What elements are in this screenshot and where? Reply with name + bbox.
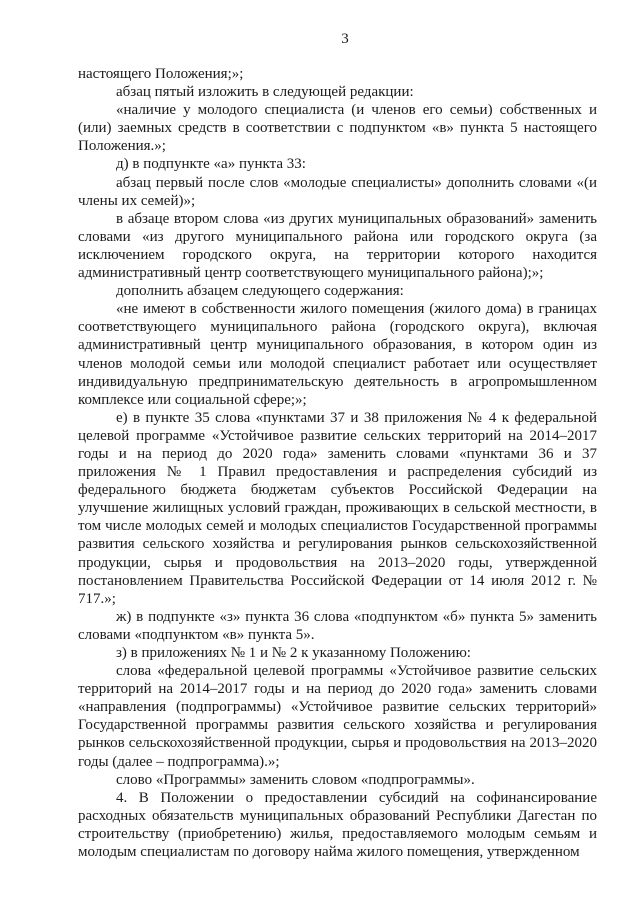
paragraph: абзац пятый изложить в следующей редакции: <box>116 84 414 101</box>
document-body <box>78 65 597 861</box>
paragraph: абзац первый после слов «молодые специалисты» дополнить словами «(и члены их семей)»; <box>78 174 597 209</box>
paragraph: е) в пункте 35 слова «пунктами 37 и 38 приложения № 4 к федеральной целевой программе «Устойчивое развитие сельских территорий на 2014–2017 годы и на период до 2020 года» заменить словами «пунктами 36 и 37 приложения № 1 Правил предоставления и распределения субсидий из федерального бюджета бюджетам субъектов Российской Федерации на улучшение жилищных условий граждан, проживающих в сельской местности, в том числе молодых семей и молодых специалистов Государственной программы развития сельского хозяйства и регулирования рынков сельскохозяйственной продукции, сырья и продовольствия на 2013–2020 годы, утвержденной постановлением Правительства Российской Федерации от 14 июля 2012 г. № 717.»; <box>78 409 597 607</box>
paragraph: настоящего Положения;»; <box>78 66 244 82</box>
paragraph: 4. В Положении о предоставлении субсидий на софинансирование расходных обязательств муниципальных образований Республики Дагестан по строительству (приобретению) жилья, предоставляемого молодым семьям и молодым специалистам по договору найма жилого помещения, утвержденном <box>78 789 597 861</box>
paragraph: з) в приложениях № 1 и № 2 к указанному Положению: <box>116 645 471 661</box>
paragraph: дополнить абзацем следующего содержания: <box>116 283 404 300</box>
paragraph: «наличие у молодого специалиста (и членов его семьи) собственных и (или) заемных средств в соответствии с подпунктом «в» пункта 5 настоящего Положения.»; <box>78 102 597 155</box>
paragraph: ж) в подпункте «з» пункта 36 слова «подпунктом «б» пункта 5» заменить словами «подпунктом «в» пункта 5». <box>78 608 597 643</box>
paragraph: слова «федеральной целевой программы «Устойчивое развитие сельских территорий на 2014–2017 годы и на период до 2020 года» заменить словами «направления (подпрограммы) «Устойчивое развитие сельских территорий» Государственной программы развития сельского хозяйства и регулирования рынков сельскохозяйственной продукции, сырья и продовольствия на 2013–2020 годы (далее – подпрограмма).»; <box>78 663 597 770</box>
paragraph: в абзаце втором слова «из других муниципальных образований» заменить словами «из другого муниципального района или городского округа (за исключением городского округа, на территории которого находится административный центр соответствующего муниципального района);»; <box>78 210 597 282</box>
page-number: 3 <box>341 31 349 47</box>
paragraph: «не имеют в собственности жилого помещения (жилого дома) в границах соответствующего муниципального района (городского округа), включая административный центр муниципального образования, в котором один из членов молодой семьи или молодой специалист работает или осуществляет индивидуальную предпринимательскую деятельность в агропромышленном комплексе или социальной сфере;»; <box>78 301 597 408</box>
paragraph: д) в подпункте «а» пункта 33: <box>116 156 306 173</box>
paragraph: слово «Программы» заменить словом «подпрограммы». <box>116 771 475 788</box>
